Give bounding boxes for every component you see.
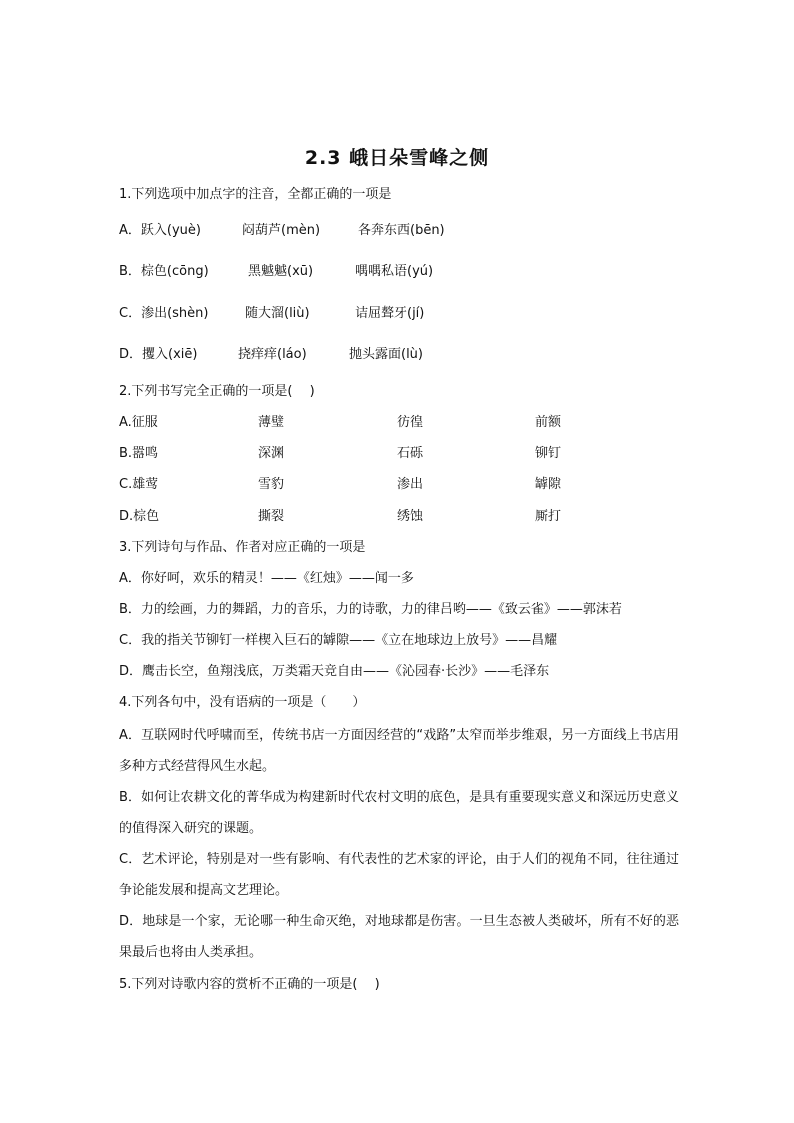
q2-c-2: 雪豹 [258, 477, 285, 492]
q1-option-d-2: 挠痒痒(láo) [238, 347, 307, 362]
q2-c-1: C.雄莺 [119, 477, 159, 492]
q2-d-2: 撕裂 [258, 509, 285, 524]
q3-option-d: D．鹰击长空，鱼翔浅底，万类霜天竞自由——《沁园春·长沙》——毛泽东 [119, 664, 550, 679]
page-title: 2.3 峨日朵雪峰之侧 [304, 147, 490, 169]
q2-b-1: B.嚣鸣 [119, 446, 159, 461]
q2-a-4: 前额 [535, 415, 562, 430]
q4-option-a: A．互联网时代呼啸而至，传统书店一方面因经营的“戏路”太窄而举步维艰，另一方面线上书店用多种方式经营得风生水起。 [119, 728, 679, 774]
q2-d-1: D.棕色 [119, 509, 160, 524]
q1-option-c-1: C．渗出(shèn) [119, 306, 209, 321]
q1-option-c-2: 随大溜(liù) [245, 306, 310, 321]
q3-option-c: C．我的指关节铆钉一样楔入巨石的罅隙——《立在地球边上放号》——昌耀 [119, 633, 558, 648]
q2-c-4: 罅隙 [535, 477, 562, 492]
q3-option-a: A．你好呵，欢乐的精灵！——《红烛》——闻一多 [119, 571, 414, 586]
q4-option-b: B．如何让农耕文化的菁华成为构建新时代农村文明的底色，是具有重要现实意义和深远历史意义的值得深入研究的课题。 [119, 790, 679, 836]
q1-option-d-3: 抛头露面(lù) [349, 347, 423, 362]
q1-option-b-3: 喁喁私语(yú) [355, 264, 434, 279]
q1-option-a-2: 闷葫芦(mèn) [242, 223, 321, 238]
q1-option-c-3: 诘屈聱牙(jí) [355, 306, 425, 321]
q3-option-b: B．力的绘画，力的舞蹈，力的音乐，力的诗歌，力的律吕哟——《致云雀》——郭沫若 [119, 602, 622, 617]
q3-stem: 3.下列诗句与作品、作者对应正确的一项是 [119, 540, 366, 555]
q1-option-a-1: A．跃入(yuè) [119, 223, 201, 238]
q2-b-3: 石砾 [397, 446, 424, 461]
q2-c-3: 渗出 [397, 477, 424, 492]
q2-a-3: 彷徨 [397, 415, 424, 430]
q2-d-3: 绣蚀 [397, 509, 424, 524]
q1-option-a-3: 各奔东西(bēn) [358, 223, 445, 238]
q1-option-b-2: 黑魆魆(xū) [248, 264, 314, 279]
q4-stem: 4.下列各句中，没有语病的一项是（ ） [119, 695, 366, 710]
q4-option-c: C．艺术评论，特别是对一些有影响、有代表性的艺术家的评论，由于人们的视角不同，往往通过争论能发展和提高文艺理论。 [119, 852, 679, 898]
q1-option-b-1: B．棕色(cōng) [119, 264, 209, 279]
q2-b-4: 铆钉 [535, 446, 562, 461]
q1-stem: 1.下列选项中加点字的注音，全都正确的一项是 [119, 187, 392, 202]
q1-option-d-1: D．攫入(xiē) [119, 347, 198, 362]
q2-a-1: A.征服 [119, 415, 158, 430]
q2-a-2: 薄璧 [258, 415, 285, 430]
q2-b-2: 深渊 [258, 446, 285, 461]
q2-stem: 2.下列书写完全正确的一项是( ) [119, 384, 315, 399]
q2-d-4: 厮打 [535, 509, 562, 524]
q4-option-d: D．地球是一个家，无论哪一种生命灭绝，对地球都是伤害。一旦生态被人类破坏，所有不好的恶果最后也将由人类承担。 [119, 914, 679, 960]
q5-stem: 5.下列对诗歌内容的赏析不正确的一项是( ) [119, 977, 380, 992]
